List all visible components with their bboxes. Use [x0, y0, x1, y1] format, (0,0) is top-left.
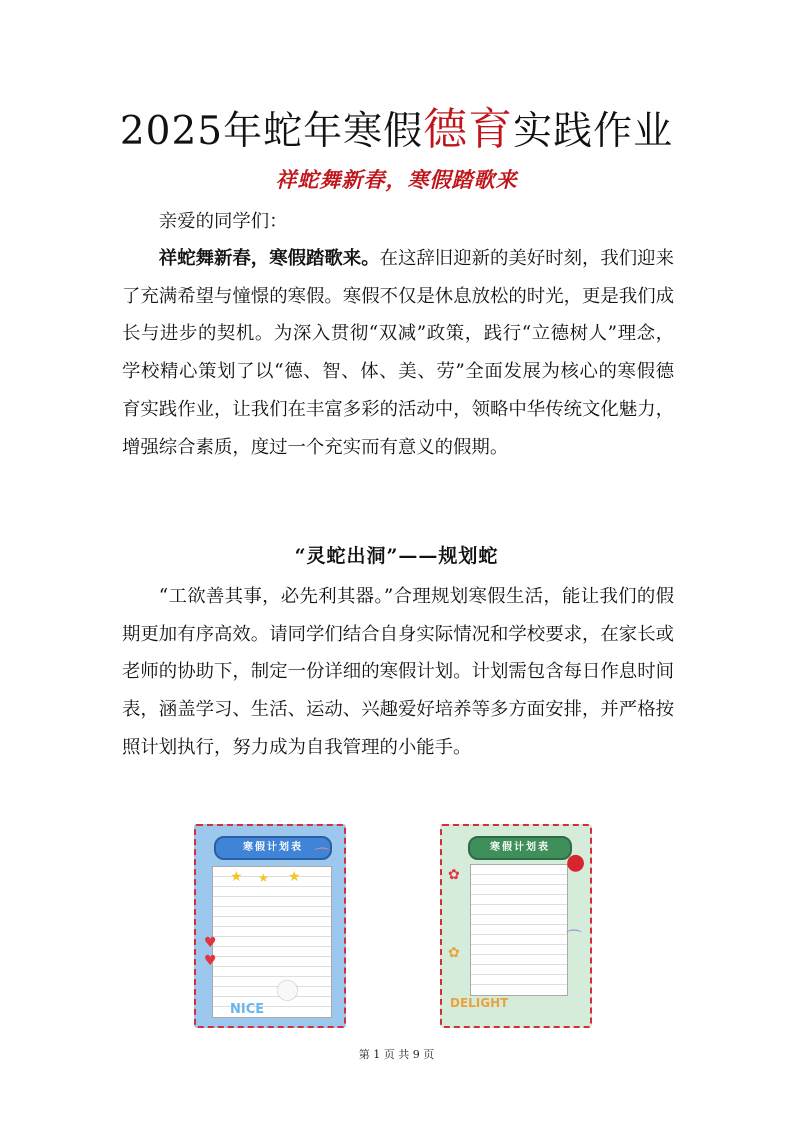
planner-paper	[212, 866, 332, 1018]
intro-paragraph	[122, 240, 674, 466]
heart-icon: ♥	[204, 953, 217, 969]
rainbow-icon: ⌒	[314, 846, 331, 865]
title-prefix: 2025年蛇年寒假	[119, 109, 424, 154]
greeting: 亲爱的同学们：	[158, 211, 288, 232]
planner-image-right	[440, 824, 592, 1028]
planner-image-left	[194, 824, 346, 1028]
bunny-icon: ●	[276, 974, 299, 1004]
section-heading: “灵蛇出洞”——规划蛇	[294, 545, 499, 567]
planner-header: 寒假计划表	[214, 836, 332, 860]
flower-icon: ✿	[448, 867, 460, 883]
flower-icon: ✿	[448, 945, 460, 961]
section-paragraph: “工欲善其事，必先利其器。”合理规划寒假生活，能让我们的假期更加有序高效。请同学们结合自身实际情况和学校要求，在家长或老师的协助下，制定一份详细的寒假计划。计划需包含每日作息时间表，涵盖学习、生活、运动、兴趣爱好培养等多方面安排，并严格按照计划执行，努力成为自我管理的小能手。	[122, 586, 674, 758]
intro-lead: 祥蛇舞新春，寒假踏歌来。	[158, 248, 380, 269]
page-title	[0, 102, 793, 160]
lantern-icon: ●	[566, 850, 586, 875]
heart-icon: ♥	[204, 935, 217, 951]
rainbow-icon: ⌒	[566, 928, 583, 947]
subtitle: 祥蛇舞新春，寒假踏歌来	[275, 167, 518, 192]
star-icon: ★	[288, 869, 301, 885]
planner-header: 寒假计划表	[468, 836, 572, 860]
star-icon: ★	[230, 869, 243, 885]
planner-badge: DELIGHT	[450, 996, 509, 1010]
intro-body: 在这辞旧迎新的美好时刻，我们迎来了充满希望与憧憬的寒假。寒假不仅是休息放松的时光，更是我们成长与进步的契机。为深入贯彻“双减”政策，践行“立德树人”理念，学校精心策划了以“德、智、体、美、劳”全面发展为核心的寒假德育实践作业，让我们在丰富多彩的活动中，领略中华传统文化魅力，增强综合素质，度过一个充实而有意义的假期。	[122, 248, 674, 458]
page-footer: 第 1 页 共 9 页	[358, 1048, 435, 1061]
planner-badge: NICE	[230, 1002, 265, 1017]
planner-paper	[470, 864, 568, 996]
star-icon: ★	[258, 871, 269, 885]
title-highlight: 德育	[423, 104, 514, 155]
title-suffix: 实践作业	[513, 109, 674, 154]
